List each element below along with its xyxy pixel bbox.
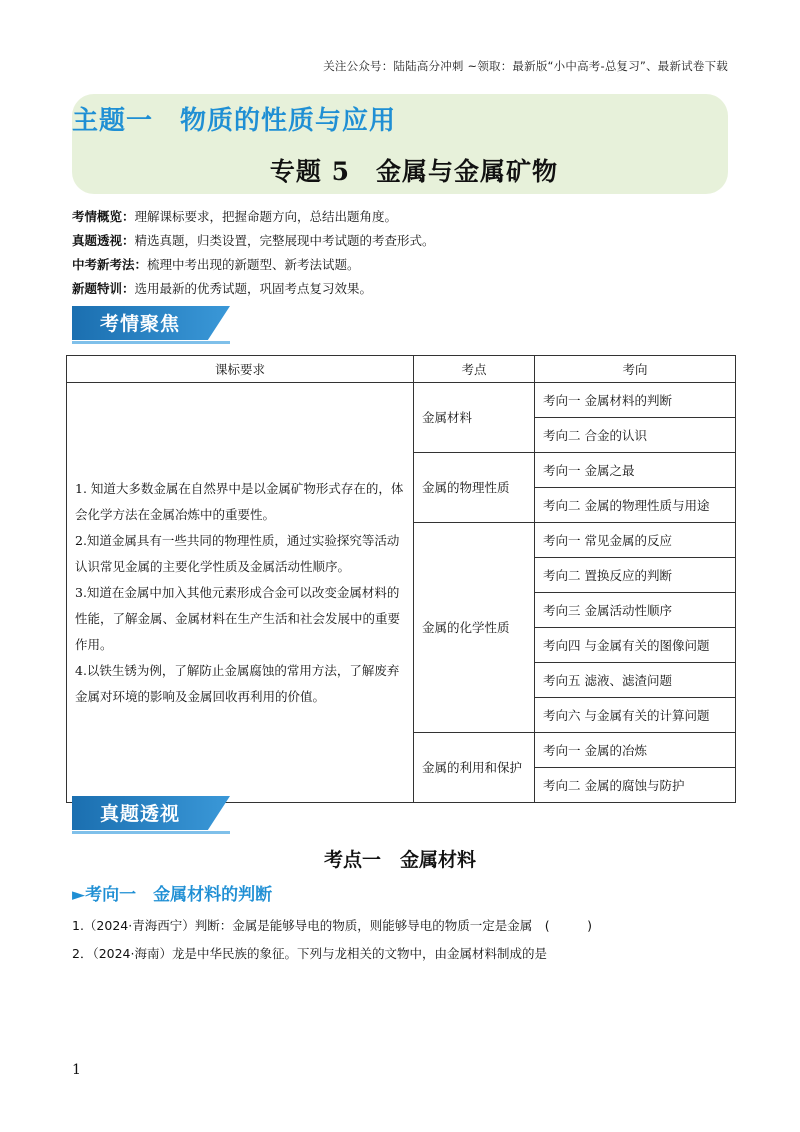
intro-block xyxy=(72,205,732,301)
title-banner xyxy=(72,94,728,194)
header-note: 关注公众号：陆陆高分冲刺 ~领取：最新版“小中高考-总复习”、最新试卷下载 xyxy=(323,59,728,73)
intro-line: 中考新考法：梳理中考出现的新题型、新考法试题。 xyxy=(72,257,360,272)
col-header: 考向 xyxy=(535,356,736,383)
question-1: 1.（2024·青海西宁）判断：金属是能够导电的物质，则能够导电的物质一定是金属 ( ) xyxy=(72,918,592,933)
direction-cell: 考向六 与金属有关的计算问题 xyxy=(535,698,736,733)
col-header: 考点 xyxy=(414,356,535,383)
kaodian-title: 考点一 金属材料 xyxy=(323,849,476,871)
direction-title: ►考向一 金属材料的判断 xyxy=(72,885,273,905)
requirement-item: 4.以铁生锈为例，了解防止金属腐蚀的常用方法，了解废弃金属对环境的影响及金属回收再利用的价值。 xyxy=(75,662,400,704)
direction-cell: 考向三 金属活动性顺序 xyxy=(535,593,736,628)
direction-cell: 考向一 金属的冶炼 xyxy=(535,733,736,768)
requirement-item: 1. 知道大多数金属在自然界中是以金属矿物形式存在的，体会化学方法在金属冶炼中的重要性。 xyxy=(75,480,404,522)
requirement-item: 2.知道金属具有一些共同的物理性质，通过实验探究等活动认识常见金属的主要化学性质及金属活动性顺序。 xyxy=(75,532,400,574)
point-cell: 金属的利用和保护 xyxy=(414,733,535,803)
intro-line: 新题特训：选用最新的优秀试题，巩固考点复习效果。 xyxy=(72,281,373,296)
direction-cell: 考向五 滤液、滤渣问题 xyxy=(535,663,736,698)
col-header: 课标要求 xyxy=(67,356,414,383)
point-cell: 金属的物理性质 xyxy=(414,453,535,523)
topic-title: 专题 5 金属与金属矿物 xyxy=(269,157,558,186)
question-2: 2．（2024·海南）龙是中华民族的象征。下列与龙相关的文物中，由金属材料制成的是 xyxy=(72,946,547,961)
direction-cell: 考向二 置换反应的判断 xyxy=(535,558,736,593)
requirements-cell xyxy=(67,383,414,803)
section-label: 考情聚焦 xyxy=(100,313,181,335)
page-number: 1 xyxy=(72,1062,81,1078)
direction-cell: 考向二 金属的物理性质与用途 xyxy=(535,488,736,523)
requirement-item: 3.知道在金属中加入其他元素形成合金可以改变金属材料的性能，了解金属、金属材料在生产生活和社会发展中的重要作用。 xyxy=(75,584,401,652)
section-tab-exam xyxy=(72,796,230,830)
section-label: 真题透视 xyxy=(100,803,181,825)
intro-line: 真题透视：精选真题，归类设置，完整展现中考试题的考查形式。 xyxy=(72,233,435,248)
theme-title: 主题一 物质的性质与应用 xyxy=(72,106,397,136)
direction-cell: 考向一 金属材料的判断 xyxy=(535,383,736,418)
section-tab-focus xyxy=(72,306,230,340)
point-cell: 金属的化学性质 xyxy=(414,523,535,733)
direction-cell: 考向二 金属的腐蚀与防护 xyxy=(535,768,736,803)
intro-line: 考情概览：理解课标要求，把握命题方向，总结出题角度。 xyxy=(72,209,398,224)
direction-cell: 考向一 金属之最 xyxy=(535,453,736,488)
syllabus-table xyxy=(66,355,736,803)
point-cell: 金属材料 xyxy=(414,383,535,453)
direction-cell: 考向一 常见金属的反应 xyxy=(535,523,736,558)
direction-cell: 考向二 合金的认识 xyxy=(535,418,736,453)
direction-cell: 考向四 与金属有关的图像问题 xyxy=(535,628,736,663)
